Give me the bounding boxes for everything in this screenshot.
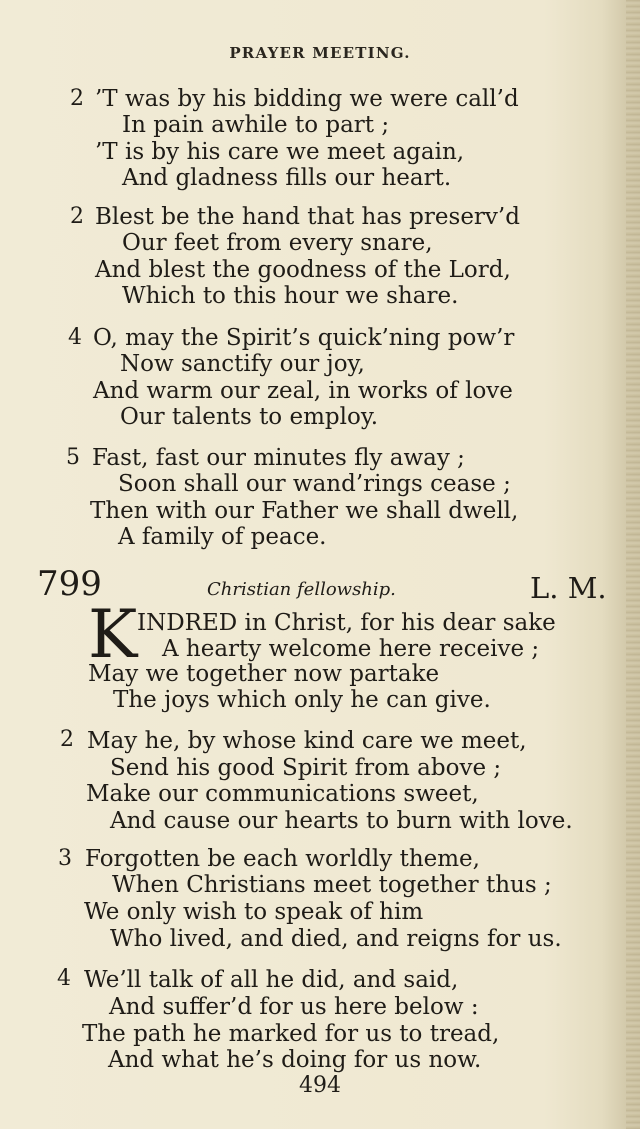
verse-line: Make our communications sweet, [86,781,479,807]
verse-line: And cause our hearts to burn with love. [110,808,573,834]
stanza-number: 2 [70,204,84,229]
verse-line: May he, by whose kind care we meet, [87,728,527,754]
verse-line: O, may the Spirit’s quick’ning pow’r [93,325,515,351]
verse-line: Send his good Spirit from above ; [110,755,502,781]
page-edge [626,0,640,1129]
verse-line: And what he’s doing for us now. [108,1047,482,1073]
verse-line: A family of peace. [118,524,327,550]
stanza-number: 2 [60,727,74,752]
stanza-number: 2 [70,86,84,111]
verse-line: And gladness fills our heart. [122,165,452,191]
hymn-meter: L. M. [530,571,607,605]
verse-line: Forgotten be each worldly theme, [85,846,480,872]
stanza-number: 3 [58,846,72,871]
drop-cap: K [88,596,138,673]
stanza-number: 5 [66,445,80,470]
verse-line: ’T was by his bidding we were call’d [95,86,519,112]
verse-line: Our talents to employ. [120,404,379,430]
verse-line: Fast, fast our minutes fly away ; [92,445,465,471]
verse-line: Then with our Father we shall dwell, [90,498,519,524]
stanza-number: 4 [57,966,71,991]
running-header: PRAYER MEETING. [229,44,411,62]
verse-line: Which to this hour we share. [122,283,459,309]
verse-line: Now sanctify our joy, [120,351,365,377]
verse-line: May we together now partake [88,661,440,687]
verse-line: INDRED in Christ, for his dear sake [137,610,556,636]
verse-line: Soon shall our wand’rings cease ; [118,471,511,497]
verse-line: Who lived, and died, and reigns for us. [110,926,562,952]
stanza-number: 4 [68,325,82,350]
verse-line: The path he marked for us to tread, [82,1021,500,1047]
verse-line: And blest the goodness of the Lord, [95,257,511,283]
verse-line: In pain awhile to part ; [122,112,390,138]
verse-line: ’T is by his care we meet again, [95,139,465,165]
page-number: 494 [299,1073,341,1098]
verse-line: And suffer’d for us here below : [109,994,479,1020]
hymn-title: Christian fellowship. [207,579,396,600]
verse-line: A hearty welcome here receive ; [162,636,540,662]
verse-line: Blest be the hand that has preserv’d [95,204,520,230]
verse-line: When Christians meet together thus ; [112,872,552,898]
verse-line: And warm our zeal, in works of love [93,378,513,404]
verse-line: Our feet from every snare, [122,230,433,256]
verse-line: The joys which only he can give. [113,687,491,713]
verse-line: We only wish to speak of him [84,899,424,925]
hymn-number: 799 [37,564,102,604]
verse-line: We’ll talk of all he did, and said, [84,967,459,993]
